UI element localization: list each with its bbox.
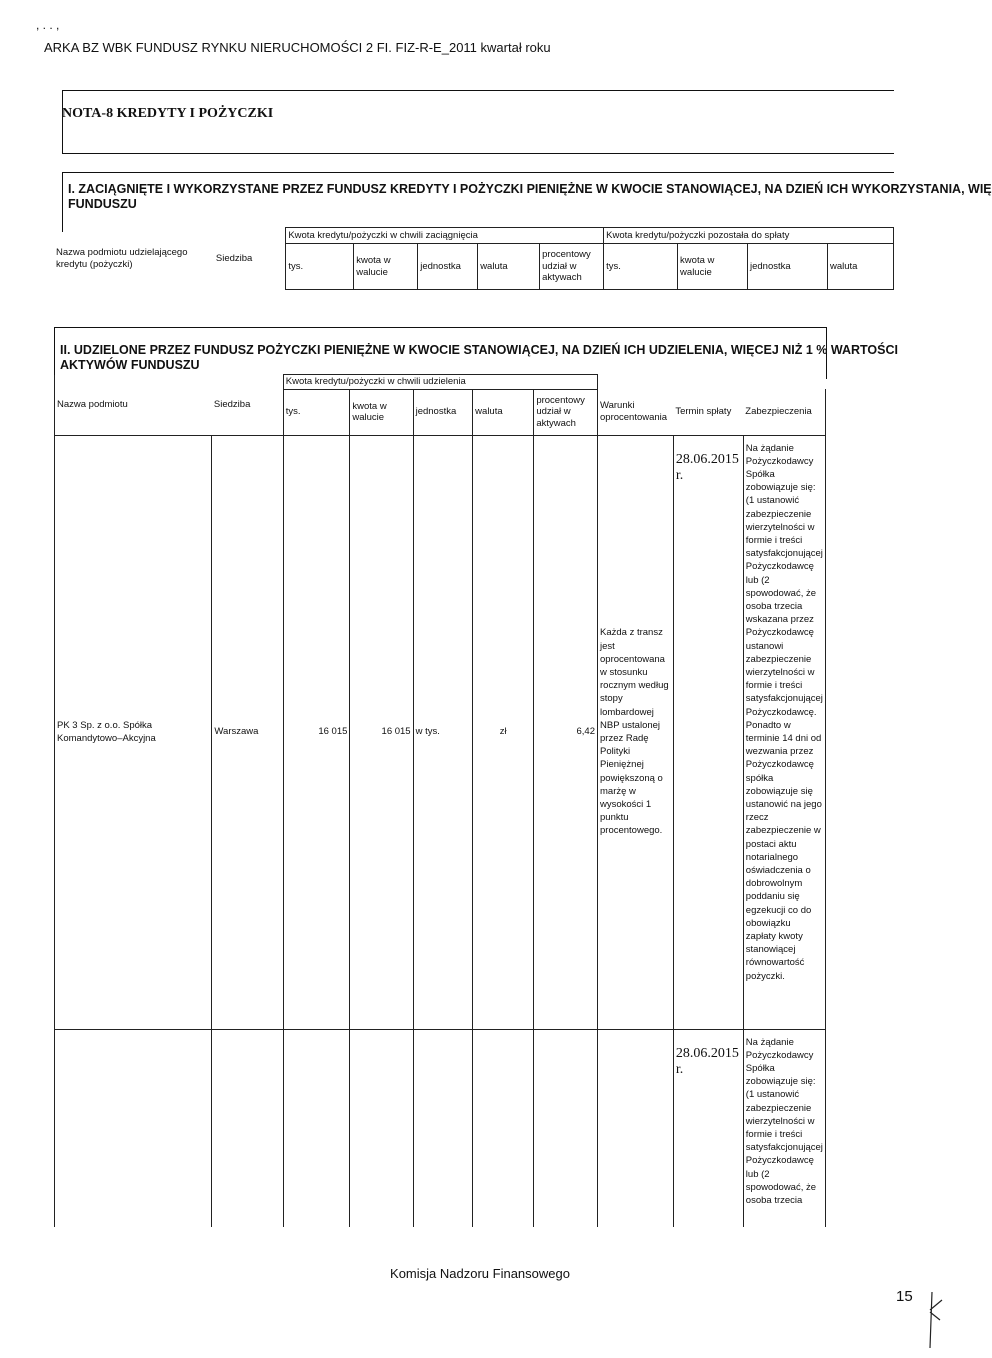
- divider: [62, 172, 894, 173]
- divider: [62, 153, 894, 154]
- nota-title: NOTA-8 KREDYTY I POŻYCZKI: [62, 106, 274, 121]
- sub-tys: tys.: [604, 244, 678, 290]
- group-at-grant: Kwota kredytu/pożyczki w chwili udzielenia: [283, 375, 597, 390]
- divider: [62, 172, 63, 232]
- cell-kwota: 16 015: [350, 435, 413, 1029]
- cell-zabezpieczenia: Na żądanie Pożyczkodawcy Spółka zobowiązuje się: (1 ustanowić zabezpieczenie wierzytelności w formie i treści satysfakcjonującej Pożyczkodawcę lub (2 spowodować, że osoba trzecia wskazana przez Pożyczkodawcę ustanowi zabezpieczenie wierzytelności w formie i treści satysfakcjonującej Pożyczkodawcę. Ponadto w terminie 14 dni od wezwania przez Pożyczkodawcę spółka zobowiązuje się ustanowić na jego rzecz zabezpieczenie w postaci aktu notarialnego oświadczenia o dobrowolnym poddaniu się egzekucji co do obowiązku zapłaty kwoty stanowiącej równowartość pożyczki.: [743, 435, 825, 1029]
- section-2-title-line2: AKTYWÓW FUNDUSZU: [60, 358, 200, 372]
- section-1-title-line1: I. ZACIĄGNIĘTE I WYKORZYSTANE PRZEZ FUNDUSZ KREDYTY I POŻYCZKI PIENIĘŻNE W KWOCIE STANOWIĄCEJ, NA DZIEŃ ICH WYKORZYSTANIA, WIĘ: [68, 182, 992, 196]
- sub-kwota: kwota w walucie: [350, 389, 413, 435]
- sub-tys: tys.: [286, 244, 354, 290]
- sub-jednostka: jednostka: [418, 244, 478, 290]
- sub-procent: procentowy udział w aktywach: [534, 389, 598, 435]
- page-number: 15: [896, 1288, 913, 1305]
- sub-jednostka: jednostka: [413, 389, 473, 435]
- header-marks: , . . ,: [36, 18, 60, 32]
- sub-tys: tys.: [283, 389, 350, 435]
- sub-procent: procentowy udział w aktywach: [540, 244, 604, 290]
- section-1-title-line2: FUNDUSZU: [68, 197, 137, 211]
- group-at-drawdown: Kwota kredytu/pożyczki w chwili zaciągnięcia: [286, 228, 604, 244]
- col-zabezpieczenia: Zabezpieczenia: [743, 389, 825, 435]
- sub-kwota: kwota w walucie: [678, 244, 748, 290]
- table-credits: [54, 227, 894, 290]
- handwritten-mark: [918, 1288, 948, 1352]
- section-2-title-line1: II. UDZIELONE PRZEZ FUNDUSZ POŻYCZKI PIENIĘŻNE W KWOCIE STANOWIĄCEJ, NA DZIEŃ ICH UDZIELENIA, WIĘCEJ NIŻ 1 % WARTOŚCI: [60, 343, 898, 357]
- divider: [54, 327, 55, 379]
- col-seat: Siedziba: [213, 398, 251, 410]
- cell-jednostka: w tys.: [413, 435, 473, 1029]
- table-row: [55, 1029, 826, 1227]
- divider: [62, 90, 63, 154]
- document-header: ARKA BZ WBK FUNDUSZ RYNKU NIERUCHOMOŚCI 2 FI. FIZ-R-E_2011 kwartał roku: [44, 40, 551, 55]
- cell-waluta: zł: [473, 435, 534, 1029]
- divider: [62, 90, 894, 91]
- cell-termin: 28.06.2015 r.: [673, 1029, 743, 1227]
- sub-waluta: waluta: [473, 389, 534, 435]
- sub-waluta: waluta: [478, 244, 540, 290]
- cell-procent: 6,42: [534, 435, 598, 1029]
- cell-tys: 16 015: [283, 435, 350, 1029]
- divider: [54, 327, 826, 328]
- cell-borrower: PK 3 Sp. z o.o. Spółka Komandytowo–Akcyjna: [55, 435, 212, 1029]
- col-borrower-name: Nazwa podmiotu: [55, 375, 212, 436]
- cell-warunki: Każda z transz jest oprocentowana w stosunku rocznym według stopy lombardowej NBP ustalonej przez Radę Polityki Pieniężnej powiększoną o marżę w wysokości 1 punktu procentowego.: [598, 435, 674, 1029]
- sub-waluta: waluta: [827, 244, 893, 290]
- table-loans: [54, 374, 826, 1227]
- footer: Komisja Nadzoru Finansowego: [390, 1266, 570, 1281]
- group-remaining: Kwota kredytu/pożyczki pozostała do spłaty: [604, 228, 894, 244]
- col-termin: Termin spłaty: [675, 406, 732, 417]
- table-row: [55, 435, 826, 1029]
- cell-seat: Warszawa: [212, 435, 283, 1029]
- sub-jednostka: jednostka: [748, 244, 828, 290]
- col-warunki: Warunki oprocentowania: [598, 389, 674, 435]
- col-lender-name: Nazwa podmiotu udzielającego kredytu (pożyczki): [56, 247, 188, 270]
- sub-kwota: kwota w walucie: [354, 244, 418, 290]
- cell-zabezpieczenia: Na żądanie Pożyczkodawcy Spółka zobowiązuje się: (1 ustanowić zabezpieczenie wierzytelności w formie i treści satysfakcjonującej Pożyczkodawcę lub (2 spowodować, że osoba trzecia: [743, 1029, 825, 1227]
- cell-termin: 28.06.2015 r.: [673, 435, 743, 1029]
- col-seat: Siedziba: [214, 228, 286, 290]
